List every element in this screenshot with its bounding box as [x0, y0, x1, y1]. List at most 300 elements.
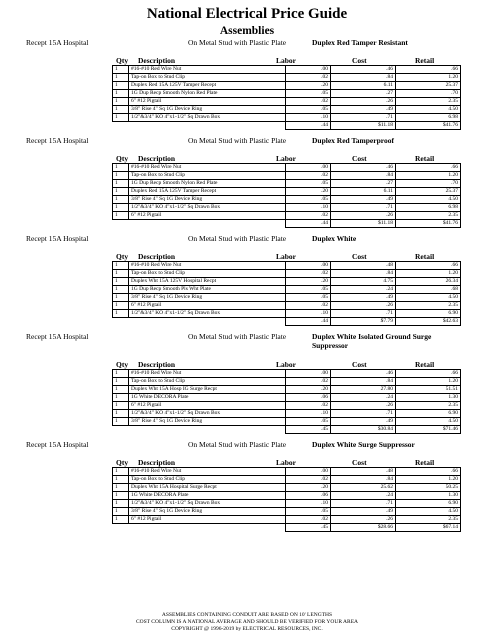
- column-header-description: Description: [138, 458, 176, 467]
- item-description: Tap-on Box to Stud Clip: [129, 74, 286, 82]
- item-labor: .10: [286, 410, 331, 418]
- total-spacer: [113, 220, 129, 228]
- item-labor: .00: [286, 66, 331, 74]
- item-description: 6" #12 Pigtail: [129, 98, 286, 106]
- item-labor: .02: [286, 402, 331, 410]
- item-labor: .06: [286, 394, 331, 402]
- item-labor: .05: [286, 294, 331, 302]
- item-cost: 27.80: [331, 386, 396, 394]
- item-description: 6" #12 Pigtail: [129, 516, 286, 524]
- item-retail: .66: [396, 66, 461, 74]
- item-retail: 4.50: [396, 508, 461, 516]
- item-retail: 1.20: [396, 378, 461, 386]
- item-retail: 1.30: [396, 394, 461, 402]
- item-qty: 1: [113, 418, 129, 426]
- total-retail: $71.46: [396, 426, 461, 434]
- item-qty: 1: [113, 172, 129, 180]
- table-row: [113, 172, 461, 180]
- table-row: [113, 516, 461, 524]
- assembly-name: Duplex White Isolated Ground Surge Suppressor: [312, 332, 432, 350]
- assembly-location: Recept 15A Hospital: [26, 332, 89, 341]
- column-header-retail: Retail: [415, 252, 435, 261]
- item-cost: .49: [331, 196, 396, 204]
- assembly-name: Duplex Red Tamperproof: [312, 136, 394, 145]
- item-labor: .10: [286, 204, 331, 212]
- item-qty: 1: [113, 508, 129, 516]
- item-retail: 25.37: [396, 188, 461, 196]
- item-description: Duplex Red 15A 125V Tamper Recept: [129, 82, 286, 90]
- item-retail: 25.37: [396, 82, 461, 90]
- total-spacer: [129, 122, 286, 130]
- assembly-header: [0, 332, 494, 360]
- item-labor: .02: [286, 270, 331, 278]
- item-cost: .84: [331, 74, 396, 82]
- item-description: Duplex Wht 15A Hospital Surge Recpt: [129, 484, 286, 492]
- item-qty: 1: [113, 262, 129, 270]
- item-cost: .49: [331, 106, 396, 114]
- item-qty: 1: [113, 484, 129, 492]
- item-description: 3/8" Rise 4" Sq 1G Device Ring: [129, 418, 286, 426]
- assembly-header: [0, 38, 494, 56]
- item-qty: 1: [113, 180, 129, 188]
- total-spacer: [113, 524, 129, 532]
- item-qty: 1: [113, 500, 129, 508]
- items-table: [112, 261, 461, 326]
- assembly-name: Duplex White Surge Suppressor: [312, 440, 415, 449]
- item-cost: .26: [331, 98, 396, 106]
- assembly-location: Recept 15A Hospital: [26, 440, 89, 449]
- item-labor: .05: [286, 180, 331, 188]
- item-cost: .48: [331, 468, 396, 476]
- item-qty: 1: [113, 378, 129, 386]
- total-cost: $11.18: [331, 122, 396, 130]
- table-row: [113, 204, 461, 212]
- item-qty: 1: [113, 278, 129, 286]
- column-header-cost: Cost: [352, 458, 367, 467]
- item-qty: 1: [113, 286, 129, 294]
- item-retail: .70: [396, 90, 461, 98]
- table-row: [113, 492, 461, 500]
- table-row: [113, 164, 461, 172]
- item-labor: .20: [286, 484, 331, 492]
- total-labor: .44: [286, 122, 331, 130]
- item-retail: 4.50: [396, 418, 461, 426]
- table-row: [113, 500, 461, 508]
- item-qty: 1: [113, 270, 129, 278]
- item-qty: 1: [113, 66, 129, 74]
- item-description: 1G Dup Recp Smooth Pls Wht Plate: [129, 286, 286, 294]
- column-header-labor: Labor: [276, 56, 297, 65]
- item-labor: .05: [286, 418, 331, 426]
- footer-line-copyright: COPYRIGHT @ 1996-2019 by ELECTRICAL RESOURCES, INC.: [171, 626, 323, 632]
- column-header-qty: Qty: [116, 154, 129, 163]
- item-retail: 1.20: [396, 270, 461, 278]
- table-row: [113, 370, 461, 378]
- column-header-retail: Retail: [415, 458, 435, 467]
- item-cost: .26: [331, 402, 396, 410]
- item-description: 6" #12 Pigtail: [129, 212, 286, 220]
- item-qty: 1: [113, 212, 129, 220]
- item-cost: .84: [331, 172, 396, 180]
- item-retail: 1.20: [396, 172, 461, 180]
- item-labor: .02: [286, 98, 331, 106]
- total-retail: $41.76: [396, 220, 461, 228]
- item-cost: 4.75: [331, 278, 396, 286]
- item-retail: 6.98: [396, 204, 461, 212]
- item-retail: 6.90: [396, 310, 461, 318]
- item-cost: .84: [331, 476, 396, 484]
- assembly-name: Duplex Red Tamper Resistant: [312, 38, 408, 47]
- table-row: [113, 278, 461, 286]
- column-header-description: Description: [138, 56, 176, 65]
- column-header-description: Description: [138, 360, 176, 369]
- total-row: [113, 426, 461, 434]
- table-row: [113, 476, 461, 484]
- item-description: 1G White DECORA Plate: [129, 492, 286, 500]
- item-cost: .49: [331, 508, 396, 516]
- total-labor: .45: [286, 524, 331, 532]
- item-retail: 2.35: [396, 302, 461, 310]
- item-qty: 1: [113, 302, 129, 310]
- item-qty: 1: [113, 468, 129, 476]
- item-description: Duplex Red 15A 125V Tamper Recept: [129, 188, 286, 196]
- item-cost: .27: [331, 90, 396, 98]
- total-cost: $30.84: [331, 426, 396, 434]
- column-header-retail: Retail: [415, 154, 435, 163]
- assembly-location: Recept 15A Hospital: [26, 234, 89, 243]
- assembly-block: [0, 332, 494, 440]
- item-qty: 1: [113, 410, 129, 418]
- total-cost: $28.66: [331, 524, 396, 532]
- item-labor: .00: [286, 262, 331, 270]
- total-row: [113, 524, 461, 532]
- item-description: #16-#10 Red Wire Nut: [129, 262, 286, 270]
- item-retail: 26.34: [396, 278, 461, 286]
- total-retail: $42.63: [396, 318, 461, 326]
- item-cost: .24: [331, 394, 396, 402]
- items-table: [112, 369, 461, 434]
- item-description: 3/8" Rise 4" Sq 1G Device Ring: [129, 196, 286, 204]
- items-table: [112, 65, 461, 130]
- assemblies-list: [0, 38, 494, 538]
- total-labor: .44: [286, 318, 331, 326]
- table-row: [113, 90, 461, 98]
- item-description: 1/2"&3/4" KO 4"x1-1/2" Sq Drawn Box: [129, 204, 286, 212]
- item-labor: .02: [286, 302, 331, 310]
- item-description: #16-#10 Red Wire Nut: [129, 370, 286, 378]
- assembly-header: [0, 136, 494, 154]
- total-spacer: [113, 426, 129, 434]
- column-header-labor: Labor: [276, 360, 297, 369]
- item-description: 6" #12 Pigtail: [129, 302, 286, 310]
- column-header-qty: Qty: [116, 360, 129, 369]
- item-retail: 1.30: [396, 492, 461, 500]
- item-qty: 1: [113, 74, 129, 82]
- item-cost: 6.11: [331, 82, 396, 90]
- items-table: [112, 163, 461, 228]
- item-labor: .05: [286, 286, 331, 294]
- item-cost: 25.62: [331, 484, 396, 492]
- item-cost: .26: [331, 302, 396, 310]
- item-labor: .00: [286, 370, 331, 378]
- column-header-labor: Labor: [276, 458, 297, 467]
- item-description: Tap-on Box to Stud Clip: [129, 270, 286, 278]
- item-description: 1G Dup Recp Smooth Nylon Red Plate: [129, 180, 286, 188]
- assembly-block: [0, 38, 494, 136]
- item-retail: 4.50: [396, 106, 461, 114]
- column-headers: [0, 56, 494, 65]
- item-labor: .06: [286, 492, 331, 500]
- assembly-header: [0, 234, 494, 252]
- column-header-cost: Cost: [352, 154, 367, 163]
- footer: [0, 612, 494, 633]
- item-labor: .20: [286, 278, 331, 286]
- table-row: [113, 310, 461, 318]
- item-cost: .84: [331, 270, 396, 278]
- table-row: [113, 394, 461, 402]
- column-header-qty: Qty: [116, 458, 129, 467]
- item-description: 3/8" Rise 4" Sq 1G Device Ring: [129, 508, 286, 516]
- total-cost: $11.18: [331, 220, 396, 228]
- item-retail: .66: [396, 468, 461, 476]
- item-retail: .70: [396, 180, 461, 188]
- item-description: #16-#10 Red Wire Nut: [129, 468, 286, 476]
- column-headers: [0, 252, 494, 261]
- table-row: [113, 212, 461, 220]
- item-retail: 51.51: [396, 386, 461, 394]
- item-description: Duplex Wht 15A 125V Hospital Recpt: [129, 278, 286, 286]
- page-subtitle: Assemblies: [219, 25, 275, 37]
- assembly-mounting: On Metal Stud with Plastic Plate: [188, 38, 287, 47]
- table-row: [113, 262, 461, 270]
- table-row: [113, 114, 461, 122]
- item-retail: 1.20: [396, 476, 461, 484]
- item-cost: .71: [331, 204, 396, 212]
- item-retail: 4.50: [396, 196, 461, 204]
- item-retail: 2.35: [396, 402, 461, 410]
- item-qty: 1: [113, 114, 129, 122]
- item-qty: 1: [113, 386, 129, 394]
- item-labor: .10: [286, 500, 331, 508]
- item-cost: .49: [331, 418, 396, 426]
- footer-line-cost-note: COST COLUMN IS A NATIONAL AVERAGE AND SHOULD BE VERIFIED FOR YOUR AREA: [135, 619, 359, 625]
- total-cost: $7.79: [331, 318, 396, 326]
- item-labor: .20: [286, 188, 331, 196]
- item-qty: 1: [113, 294, 129, 302]
- item-description: 1G Dup Recp Smooth Nylon Red Plate: [129, 90, 286, 98]
- footer-line-conduit: ASSEMBLIES CONTAINING CONDUIT ARE BASED ON 10' LENGTHS: [161, 612, 333, 618]
- column-header-cost: Cost: [352, 252, 367, 261]
- table-row: [113, 180, 461, 188]
- item-retail: .66: [396, 262, 461, 270]
- item-cost: .71: [331, 114, 396, 122]
- item-qty: 1: [113, 370, 129, 378]
- item-qty: 1: [113, 164, 129, 172]
- total-spacer: [113, 122, 129, 130]
- item-labor: .02: [286, 172, 331, 180]
- item-description: Tap-on Box to Stud Clip: [129, 378, 286, 386]
- item-cost: .26: [331, 212, 396, 220]
- item-cost: .46: [331, 164, 396, 172]
- table-row: [113, 106, 461, 114]
- item-retail: 4.50: [396, 294, 461, 302]
- total-spacer: [129, 426, 286, 434]
- total-spacer: [129, 220, 286, 228]
- total-row: [113, 220, 461, 228]
- item-cost: .46: [331, 66, 396, 74]
- item-cost: 6.11: [331, 188, 396, 196]
- column-headers: [0, 154, 494, 163]
- column-header-cost: Cost: [352, 360, 367, 369]
- item-qty: 1: [113, 90, 129, 98]
- item-description: 3/8" Rise 4" Sq 1G Device Ring: [129, 294, 286, 302]
- table-row: [113, 294, 461, 302]
- item-description: 6" #12 Pigtail: [129, 402, 286, 410]
- item-retail: 50.25: [396, 484, 461, 492]
- table-row: [113, 188, 461, 196]
- item-description: 1/2"&3/4" KO 4"x1-1/2" Sq Drawn Box: [129, 500, 286, 508]
- table-row: [113, 270, 461, 278]
- total-retail: $67.14: [396, 524, 461, 532]
- total-labor: .44: [286, 220, 331, 228]
- item-description: 1G White DECORA Plate: [129, 394, 286, 402]
- column-header-qty: Qty: [116, 252, 129, 261]
- item-labor: .02: [286, 212, 331, 220]
- item-description: 1/2"&3/4" KO 4"x1-1/2" Sq Drawn Box: [129, 310, 286, 318]
- item-labor: .10: [286, 114, 331, 122]
- column-header-description: Description: [138, 252, 176, 261]
- item-cost: .27: [331, 180, 396, 188]
- item-labor: .02: [286, 516, 331, 524]
- item-description: Tap-on Box to Stud Clip: [129, 476, 286, 484]
- item-retail: .66: [396, 370, 461, 378]
- item-retail: 6.90: [396, 500, 461, 508]
- item-qty: 1: [113, 188, 129, 196]
- column-header-labor: Labor: [276, 252, 297, 261]
- item-cost: .71: [331, 410, 396, 418]
- item-qty: 1: [113, 196, 129, 204]
- item-qty: 1: [113, 516, 129, 524]
- column-headers: [0, 360, 494, 369]
- table-row: [113, 286, 461, 294]
- table-row: [113, 82, 461, 90]
- assembly-name: Duplex White: [312, 234, 357, 243]
- item-cost: .49: [331, 294, 396, 302]
- item-cost: .46: [331, 370, 396, 378]
- column-header-retail: Retail: [415, 56, 435, 65]
- column-header-qty: Qty: [116, 56, 129, 65]
- item-labor: .20: [286, 82, 331, 90]
- table-row: [113, 402, 461, 410]
- table-row: [113, 468, 461, 476]
- table-row: [113, 66, 461, 74]
- item-retail: 2.35: [396, 516, 461, 524]
- table-row: [113, 484, 461, 492]
- table-row: [113, 386, 461, 394]
- assembly-block: [0, 440, 494, 538]
- table-row: [113, 196, 461, 204]
- item-retail: .68: [396, 286, 461, 294]
- item-labor: .02: [286, 74, 331, 82]
- item-qty: 1: [113, 310, 129, 318]
- item-description: #16-#10 Red Wire Nut: [129, 66, 286, 74]
- item-retail: 6.90: [396, 410, 461, 418]
- item-description: 1/2"&3/4" KO 4"x1-1/2" Sq Drawn Box: [129, 114, 286, 122]
- item-labor: .05: [286, 196, 331, 204]
- item-cost: .71: [331, 310, 396, 318]
- item-labor: .05: [286, 106, 331, 114]
- assembly-location: Recept 15A Hospital: [26, 136, 89, 145]
- column-header-cost: Cost: [352, 56, 367, 65]
- column-header-description: Description: [138, 154, 176, 163]
- item-qty: 1: [113, 402, 129, 410]
- item-labor: .05: [286, 90, 331, 98]
- item-labor: .00: [286, 164, 331, 172]
- table-row: [113, 410, 461, 418]
- item-retail: 1.20: [396, 74, 461, 82]
- item-qty: 1: [113, 98, 129, 106]
- item-retail: .66: [396, 164, 461, 172]
- table-row: [113, 378, 461, 386]
- total-spacer: [113, 318, 129, 326]
- total-row: [113, 122, 461, 130]
- table-row: [113, 74, 461, 82]
- item-qty: 1: [113, 492, 129, 500]
- item-qty: 1: [113, 394, 129, 402]
- table-row: [113, 98, 461, 106]
- item-labor: .05: [286, 508, 331, 516]
- item-labor: .02: [286, 476, 331, 484]
- item-qty: 1: [113, 204, 129, 212]
- table-row: [113, 508, 461, 516]
- item-qty: 1: [113, 106, 129, 114]
- assembly-block: [0, 136, 494, 234]
- item-cost: .48: [331, 262, 396, 270]
- item-cost: .84: [331, 378, 396, 386]
- assembly-block: [0, 234, 494, 332]
- item-cost: .71: [331, 500, 396, 508]
- total-spacer: [129, 318, 286, 326]
- table-row: [113, 302, 461, 310]
- item-qty: 1: [113, 82, 129, 90]
- column-header-retail: Retail: [415, 360, 435, 369]
- item-qty: 1: [113, 476, 129, 484]
- assembly-mounting: On Metal Stud with Plastic Plate: [188, 332, 287, 341]
- total-labor: .45: [286, 426, 331, 434]
- item-cost: .26: [331, 516, 396, 524]
- page-title: National Electrical Price Guide: [146, 6, 348, 22]
- item-cost: .24: [331, 492, 396, 500]
- assembly-mounting: On Metal Stud with Plastic Plate: [188, 136, 287, 145]
- assembly-header: [0, 440, 494, 458]
- column-header-labor: Labor: [276, 154, 297, 163]
- items-table: [112, 467, 461, 532]
- item-retail: 2.35: [396, 212, 461, 220]
- assembly-mounting: On Metal Stud with Plastic Plate: [188, 234, 287, 243]
- item-description: Tap-on Box to Stud Clip: [129, 172, 286, 180]
- assembly-mounting: On Metal Stud with Plastic Plate: [188, 440, 287, 449]
- item-labor: .02: [286, 378, 331, 386]
- total-row: [113, 318, 461, 326]
- item-labor: .00: [286, 468, 331, 476]
- assembly-location: Recept 15A Hospital: [26, 38, 89, 47]
- item-description: #16-#10 Red Wire Nut: [129, 164, 286, 172]
- total-retail: $41.76: [396, 122, 461, 130]
- item-labor: .10: [286, 310, 331, 318]
- item-retail: 2.35: [396, 98, 461, 106]
- item-labor: .20: [286, 386, 331, 394]
- item-description: 1/2"&3/4" KO 4"x1-1/2" Sq Drawn Box: [129, 410, 286, 418]
